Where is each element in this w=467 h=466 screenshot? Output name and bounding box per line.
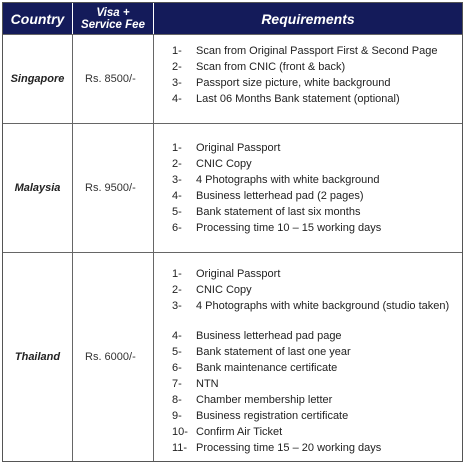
fee-cell: Rs. 9500/- — [73, 124, 154, 252]
table-row-thailand — [3, 252, 462, 461]
requirements-cell: 1- Original Passport 2- CNIC Copy 3- 4 Photographs with white background (studio taken) 4- Business letterhead pad page 5- Bank statement of last one year 6- Bank maintenance certificate 7- NTN 8- Chamber membership letter 9- Business registration certificate 10- Confirm Air Ticket 11- Processing time 15 – 20 working days — [172, 268, 450, 454]
fee-cell: Rs. 8500/- — [73, 35, 154, 123]
country-cell: Singapore — [3, 35, 73, 123]
header-country: Country — [3, 3, 73, 34]
table-row-singapore — [3, 34, 462, 123]
visa-requirements-table — [2, 2, 463, 462]
country-cell: Thailand — [3, 253, 73, 461]
requirements-cell: 1- Scan from Original Passport First & Second Page 2- Scan from CNIC (front & back) 3- Passport size picture, white background 4- Last 06 Months Bank statement (optional) — [172, 45, 438, 105]
country-cell: Malaysia — [3, 124, 73, 252]
table-row-malaysia — [3, 123, 462, 252]
header-fee-line2: Service Fee — [81, 18, 145, 31]
header-requirements: Requirements — [261, 10, 355, 27]
header-fee-line1: Visa + — [96, 6, 130, 19]
table-header — [3, 3, 462, 34]
requirements-cell: 1- Original Passport 2- CNIC Copy 3- 4 Photographs with white background 4- Business letterhead pad (2 pages) 5- Bank statement of last six months 6- Processing time 10 – 15 working days — [172, 142, 382, 234]
fee-cell: Rs. 6000/- — [73, 253, 154, 461]
header-visa-fee — [73, 3, 154, 34]
